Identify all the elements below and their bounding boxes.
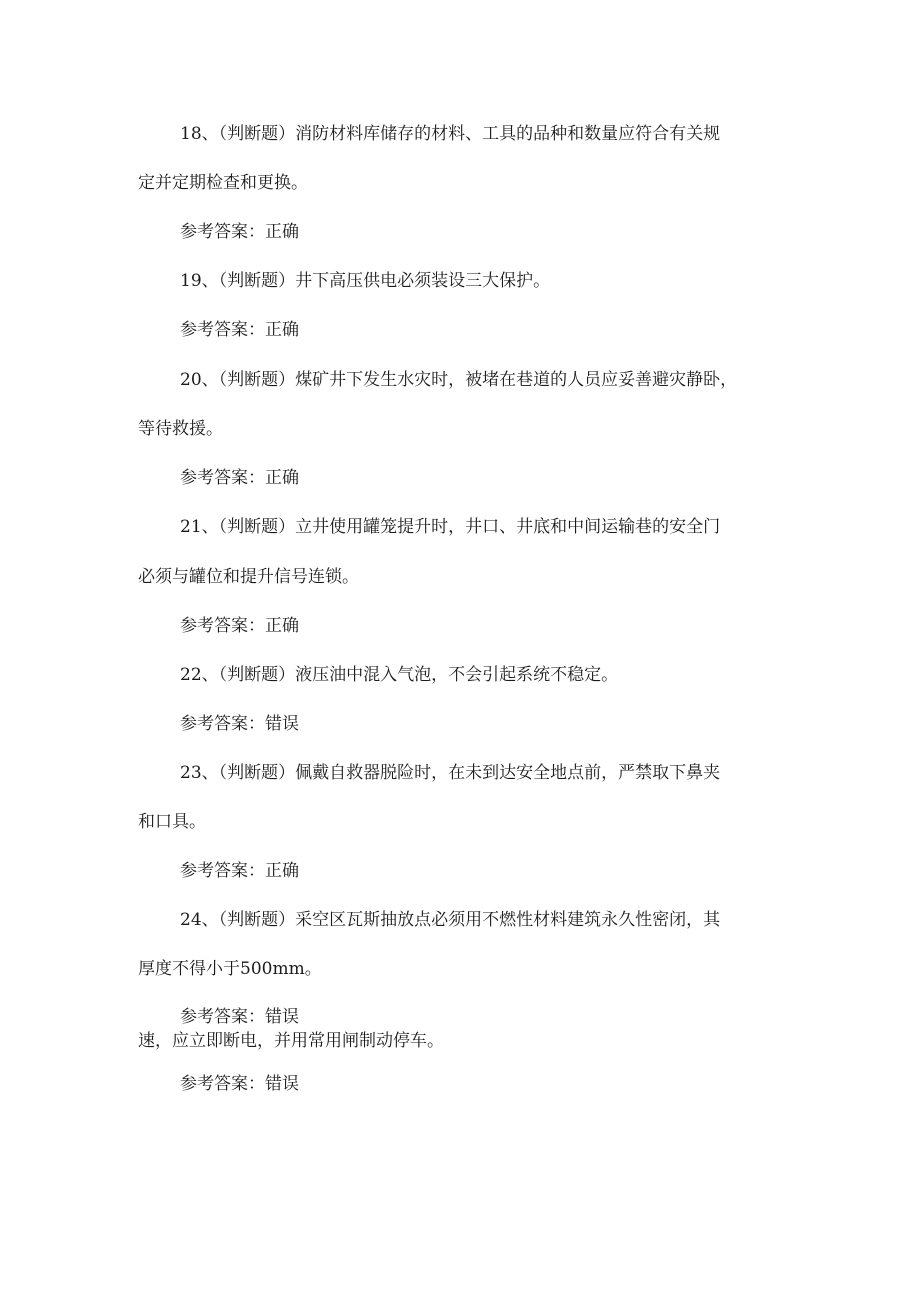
question-22-text: 22、（判断题）液压油中混入气泡，不会引起系统不稳定。 <box>180 665 619 685</box>
question-19-text: 19、（判断题）井下高压供电必须装设三大保护。 <box>180 271 551 291</box>
answer-19: 参考答案：正确 <box>180 320 299 340</box>
question-24-text-cont: 厚度不得小于500mm。 <box>138 959 322 979</box>
answer-21: 参考答案：正确 <box>180 616 299 636</box>
question-18-text-cont: 定并定期检查和更换。 <box>138 173 308 193</box>
question-20-text-cont: 等待救援。 <box>138 419 223 439</box>
answer-24: 参考答案：错误 <box>180 1007 299 1027</box>
question-20-text: 20、（判断题）煤矿井下发生水灾时，被堵在巷道的人员应妥善避灾静卧， <box>180 370 738 390</box>
question-23-text-cont: 和口具。 <box>138 812 206 832</box>
answer-22: 参考答案：错误 <box>180 714 299 734</box>
question-21-text: 21、（判断题）立井使用罐笼提升时，井口、井底和中间运输巷的安全门 <box>180 517 721 537</box>
question-21-text-cont: 必须与罐位和提升信号连锁。 <box>138 567 359 587</box>
answer-23: 参考答案：正确 <box>180 861 299 881</box>
answer-18: 参考答案：正确 <box>180 222 299 242</box>
fragment-answer: 参考答案：错误 <box>180 1074 299 1094</box>
fragment-text: 速，应立即断电，并用常用闸制动停车。 <box>138 1031 444 1051</box>
answer-20: 参考答案：正确 <box>180 468 299 488</box>
question-23-text: 23、（判断题）佩戴自救器脱险时，在未到达安全地点前，严禁取下鼻夹 <box>180 763 721 783</box>
question-18-text: 18、（判断题）消防材料库储存的材料、工具的品种和数量应符合有关规 <box>180 124 721 144</box>
question-24-text: 24、（判断题）采空区瓦斯抽放点必须用不燃性材料建筑永久性密闭，其 <box>180 910 721 930</box>
